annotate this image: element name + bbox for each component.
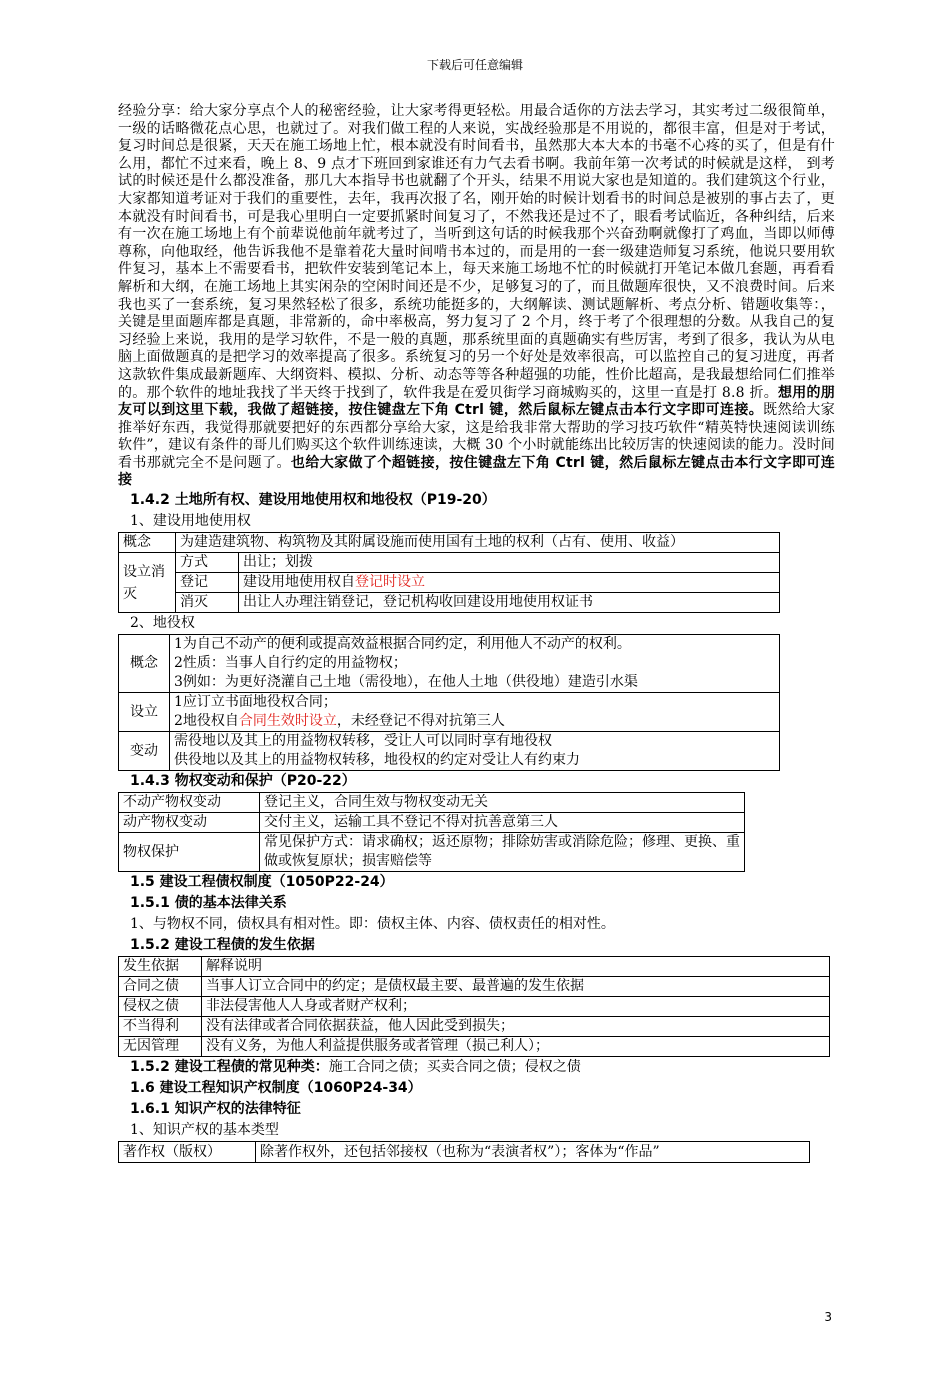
table-cell: 登记	[176, 573, 239, 593]
cell-text: 建设用地使用权自	[243, 574, 355, 591]
table-row	[119, 693, 780, 732]
table-row	[119, 1037, 830, 1057]
table-cell: 动产物权变动	[119, 813, 260, 833]
heading-1-5-2: 1.5.2 建设工程债的发生依据	[130, 937, 315, 954]
highlight-text: 登记时设立	[355, 574, 425, 591]
intro-text: 经验分享：给大家分享点个人的秘密经验，让大家考得更轻松。用最合适你的方法去学习，其实考过二级很简单，一级的话略微花点心思，也就过了。对我们做工程的人来说，实战经验那是不用说的，都很丰富，但是对于考试，复习时间总是很紧，天天在施工场地上忙，根本就没有时间看书，虽然那大本大本的书毫不心疼的买了，但是有什么用，都忙不过来看，晚上 8、9 点才下班回到家谁还有力气去看书啊。我前年第一次考试的时候就是这样， 到考试的时候还是什么都没准备，那几大本指导书也就翻了个开头，结果不用说大家也是知道的。我们建筑这个行业，大家都知道考证对于我们的重要性，去年，我再次报了名，刚开始的时候计划看书的时间总是被别的事占去了，更本就没有时间看书，可是我心里明白一定要抓紧时间复习了，不然我还是过不了，眼看考试临近，各种纠结，后来有一次在施工场地上有个前辈说他前年就考过了，当听到这句话的时候我那个兴奋劲啊就像打了鸡血，当即以师傅尊称，向他取经，他告诉我他不是靠着花大量时间啃书本过的，而是用的一套一级建造师复习系统，他说只要用软件复习，基本上不需要看书，把软件安装到笔记本上，每天来施工场地不忙的时候就打开笔记本做几套题，再看看解析和大纲，在施工场地上其实闲杂的空闲时间还是不少，足够复习的了，而且做题库很快，又不浪费时间。后来我也买了一套系统，复习果然轻松了很多，系统功能挺多的，大纲解读、测试题解析、考点分析、错题收集等：，关键是里面题库都是真题，非常新的，命中率极高，努力复习了 2 个月，终于考了个很理想的分数。从我自己的复习经验上来说，我用的是学习软件，不是一般的真题，那系统里面的真题确实有些厉害，考到了很多，我认为从电脑上面做题真的是把学习的效率提高了很多。系统复习的另一个好处是效率很高，可以监控自己的复习进度，再者这款软件集成最新题库、大纲资料、模拟、分析、动态等等各种超强的功能，性价比超高，是我最想给同仁们推举的。那个软件的地址我找了半天终于找到了，软件我是在爱贝街学习商城购买的，这里一直是打 8.8 折。	[118, 103, 835, 401]
subheading-land-use-right: 1、建设用地使用权	[130, 513, 251, 530]
heading-1-6-1: 1.6.1 知识产权的法律特征	[130, 1101, 301, 1118]
table-cell: 出让人办理注销登记，登记机构收回建设用地使用权证书	[239, 593, 780, 613]
table-row	[119, 833, 745, 872]
table-cell: 发生依据	[119, 957, 202, 977]
table-cell: 没有法律或者合同依据获益，他人因此受到损失；	[202, 1017, 830, 1037]
table-row	[119, 793, 745, 813]
page-header: 下载后可任意编辑	[426, 58, 523, 72]
heading-1-5-1: 1.5.1 债的基本法律关系	[130, 895, 287, 912]
common-debt-types	[118, 1057, 835, 1078]
heading-1-5: 1.5 建设工程债权制度（1050P22-24）	[130, 874, 394, 891]
table-cell: 变动	[119, 732, 170, 771]
table-row	[119, 553, 780, 573]
table-cell: 交付主义，运输工具不登记不得对抗善意第三人	[260, 813, 745, 833]
subheading-easement: 2、地役权	[130, 615, 195, 632]
table-cell	[239, 573, 780, 593]
table-row	[119, 732, 780, 771]
intro-paragraph	[118, 103, 835, 490]
table-cell: 不当得利	[119, 1017, 202, 1037]
table-cell	[170, 693, 780, 732]
paragraph-1-5-1: 1、与物权不同，债权具有相对性。即：债权主体、内容、债权责任的相对性。	[130, 916, 615, 933]
cell-text: ，未经登记不得对抗第三人	[336, 713, 505, 730]
table-cell	[170, 635, 780, 693]
cell-line: 供役地以及其上的用益物权转移，地役权的约定对受让人有约束力	[174, 752, 580, 769]
table-cell: 无因管理	[119, 1037, 202, 1057]
table-cell: 当事人订立合同中的约定；是债权最主要、最普遍的发生依据	[202, 977, 830, 997]
intro-text-2: 既然给大家推举好东西，我觉得那就要把好的东西都分享给大家，这是给我非常大帮助的学习技巧软件“精英特快速阅读训练软件”，建议有条件的哥儿们购买这个软件训练速读，大概 30 个小时就能练出比较厉害的快速阅读的能力。没时间看书那就完全不是问题了。	[118, 402, 836, 471]
cell-line	[174, 712, 775, 731]
table-row	[119, 593, 780, 613]
table-cell: 消灭	[176, 593, 239, 613]
heading-1-4-2: 1.4.2 土地所有权、建设用地使用权和地役权（P19-20）	[130, 492, 496, 509]
table-cell: 物权保护	[119, 833, 260, 872]
subheading-ip-types: 1、知识产权的基本类型	[130, 1122, 279, 1139]
table-row	[119, 1017, 830, 1037]
easement-table	[118, 634, 780, 771]
table-cell: 登记主义，合同生效与物权变动无关	[260, 793, 745, 813]
table-cell: 设立消灭	[119, 553, 176, 613]
highlight-text: 合同生效时设立	[238, 713, 337, 730]
table-row	[119, 573, 780, 593]
table-row	[119, 813, 745, 833]
table-cell: 除著作权外，还包括邻接权（也称为“表演者权”）；客体为“作品”	[256, 1142, 810, 1163]
table-row	[119, 635, 780, 693]
second-link-text[interactable]: 也给大家做了个超链接，按住键盘左下角 Ctrl 键，然后鼠标左键点击本行文字即可连接	[118, 454, 835, 489]
table-row	[119, 957, 830, 977]
table-row	[119, 997, 830, 1017]
table-cell: 为建造建筑物、构筑物及其附属设施而使用国有土地的权利（占有、使用、收益）	[176, 533, 780, 553]
table-cell	[170, 732, 780, 771]
table-row	[119, 977, 830, 997]
table-cell: 著作权（版权）	[119, 1142, 256, 1163]
table-cell: 概念	[119, 635, 170, 693]
table-cell: 概念	[119, 533, 176, 553]
table-cell: 不动产物权变动	[119, 793, 260, 813]
table-cell: 设立	[119, 693, 170, 732]
table-row	[119, 1142, 810, 1163]
cell-text: 2地役权自	[174, 713, 239, 730]
table-cell: 解释说明	[202, 957, 830, 977]
cell-line: 需役地以及其上的用益物权转移，受让人可以同时享有地役权	[174, 733, 552, 750]
common-debt-label: 1.5.2 建设工程债的常见种类：	[130, 1059, 329, 1076]
common-debt-text: 施工合同之债；买卖合同之债；侵权之债	[328, 1059, 581, 1076]
table-cell: 常见保护方式：请求确权；返还原物；排除妨害或消除危险；修理、更换、重做或恢复原状；损害赔偿等	[260, 833, 745, 872]
table-cell: 方式	[176, 553, 239, 573]
debt-basis-table	[118, 956, 830, 1057]
cell-line: 1应订立书面地役权合同；	[174, 694, 337, 711]
heading-1-4-3: 1.4.3 物权变动和保护（P20-22）	[130, 773, 356, 790]
table-cell: 没有义务，为他人利益提供服务或者管理（损己利人）；	[202, 1037, 830, 1057]
table-cell: 侵权之债	[119, 997, 202, 1017]
table-cell: 合同之债	[119, 977, 202, 997]
heading-1-6: 1.6 建设工程知识产权制度（1060P24-34）	[130, 1080, 422, 1097]
table-row	[119, 533, 780, 553]
page-number: 3	[824, 1310, 832, 1324]
download-link-text[interactable]: 想用的朋友可以到这里下载，我做了超链接，按住键盘左下角 Ctrl 键，然后鼠标左键点击本行文字即可连接。	[118, 384, 835, 419]
land-use-right-table	[118, 532, 780, 613]
table-cell: 出让；划拨	[239, 553, 780, 573]
document-body	[118, 103, 835, 1163]
property-change-table	[118, 792, 745, 872]
cell-line: 2性质：当事人自行约定的用益物权；	[174, 655, 407, 672]
cell-line: 1为自己不动产的便利或提高效益根据合同约定，利用他人不动产的权利。	[174, 636, 631, 653]
table-cell: 非法侵害他人人身或者财产权利；	[202, 997, 830, 1017]
ip-types-table	[118, 1141, 810, 1163]
cell-line: 3例如：为更好浇灌自己土地（需役地），在他人土地（供役地）建造引水渠	[174, 674, 638, 691]
